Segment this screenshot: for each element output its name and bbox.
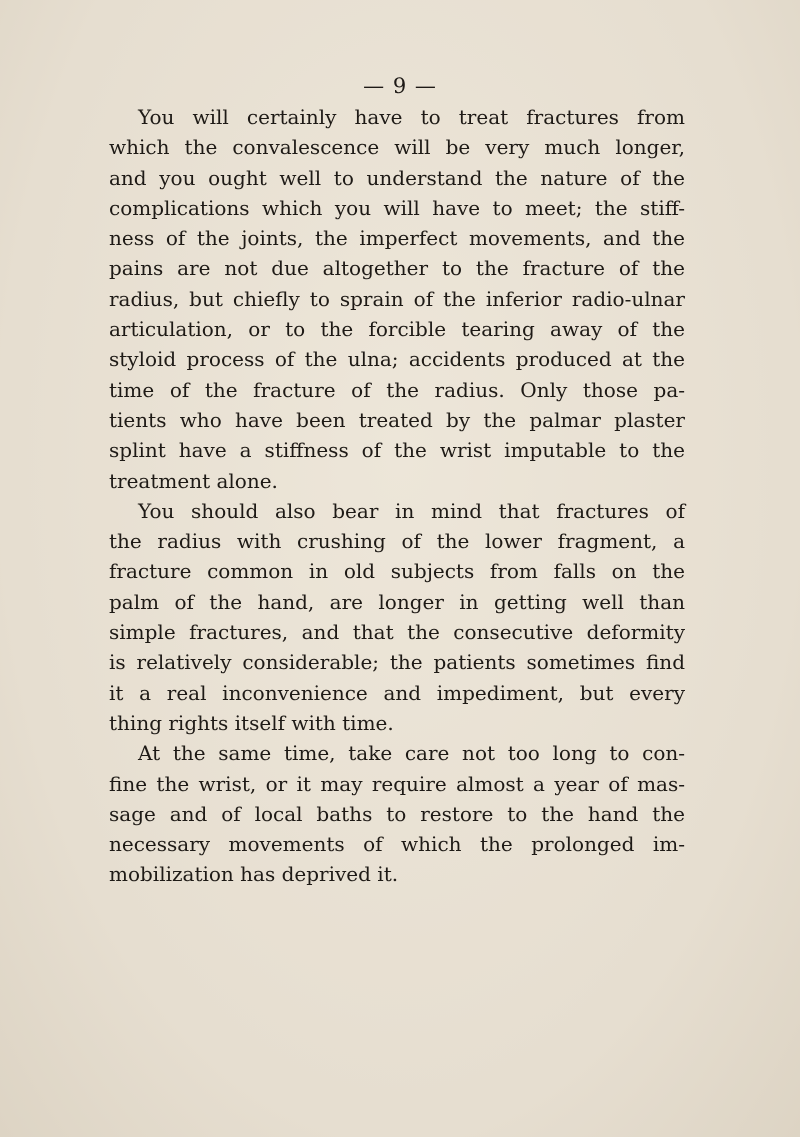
text-line: At the same time, take care not too long to con- xyxy=(138,741,685,766)
paragraph-1 xyxy=(109,102,685,496)
text-line: it a real inconvenience and impediment, but every xyxy=(109,680,685,705)
text-line: fine the wrist, or it may require almost a year of mas- xyxy=(109,771,685,796)
text-line: the radius with crushing of the lower fragment, a xyxy=(109,529,685,554)
text-line: articulation, or to the forcible tearing away of the xyxy=(109,317,685,342)
text-line: You should also bear in mind that fractures of xyxy=(138,498,685,523)
text-line: splint have a stiffness of the wrist imputable to the xyxy=(109,438,685,463)
text-line: mobilization has deprived it. xyxy=(109,862,399,887)
text-line: radius, but chiefly to sprain of the inferior radio-ulnar xyxy=(109,286,685,311)
text-line: sage and of local baths to restore to the hand the xyxy=(109,801,685,826)
text-line: tients who have been treated by the palmar plaster xyxy=(109,407,685,432)
text-line: treatment alone. xyxy=(109,468,278,493)
text-line: thing rights itself with time. xyxy=(109,710,394,735)
paragraph-3 xyxy=(109,738,685,889)
text-line: complications which you will have to meet; the stiff- xyxy=(109,195,685,220)
text-line: is relatively considerable; the patients sometimes find xyxy=(109,650,685,675)
text-line: styloid process of the ulna; accidents produced at the xyxy=(109,347,685,372)
text-line: fracture common in old subjects from falls on the xyxy=(109,559,685,584)
text-line: and you ought well to understand the nature of the xyxy=(109,165,685,190)
body-text xyxy=(109,102,685,890)
text-line: simple fractures, and that the consecutive deformity xyxy=(109,620,685,645)
text-line: time of the fracture of the radius. Only those pa- xyxy=(109,377,685,402)
page-number: — 9 — xyxy=(363,74,437,98)
text-line: pains are not due altogether to the fracture of the xyxy=(109,256,685,281)
text-line: necessary movements of which the prolonged im- xyxy=(109,832,685,857)
text-line: ness of the joints, the imperfect movements, and the xyxy=(109,226,685,251)
text-line: palm of the hand, are longer in getting well than xyxy=(109,589,685,614)
paragraph-2 xyxy=(109,496,685,738)
text-line: You will certainly have to treat fractures from xyxy=(138,105,685,129)
text-line: which the convalescence will be very much longer, xyxy=(109,135,685,160)
